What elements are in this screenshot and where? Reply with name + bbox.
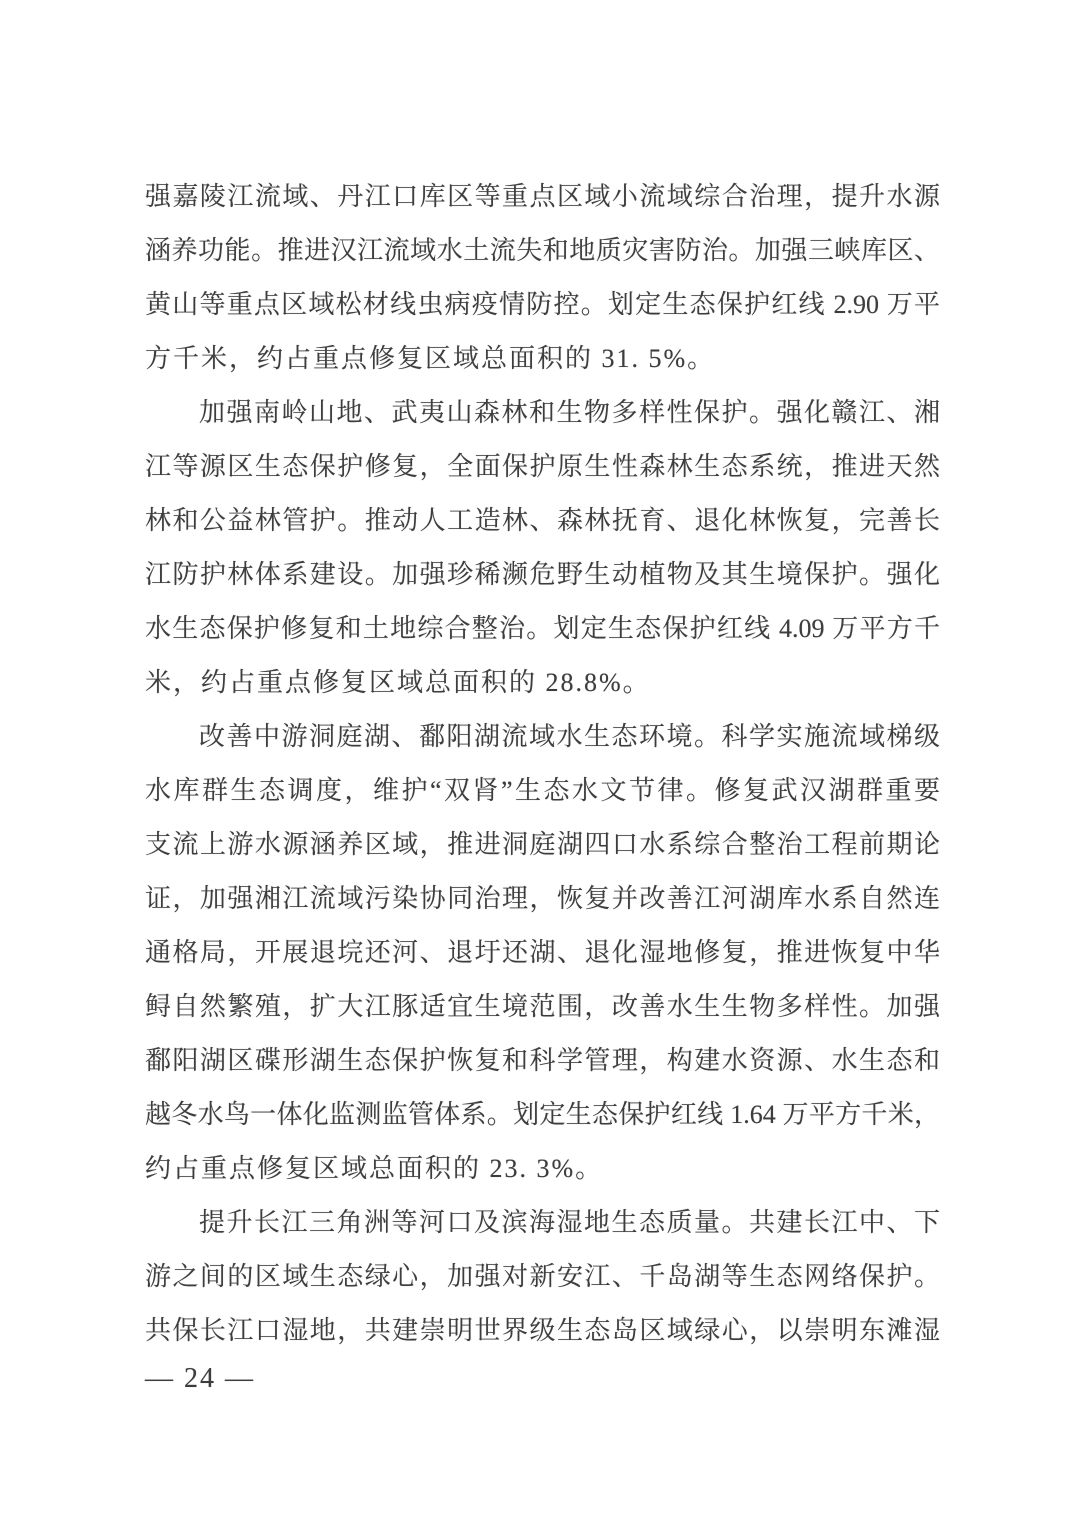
page-footer: [145, 1352, 255, 1406]
text-line: 涵养功能。推进汉江流域水土流失和地质灾害防治。加强三峡库区、: [145, 236, 940, 265]
text-line: 提升长江三角洲等河口及滨海湿地生态质量。共建长江中、下: [199, 1208, 940, 1237]
text-line: 强嘉陵江流域、丹江口库区等重点区域小流域综合治理，提升水源: [145, 182, 940, 211]
text-line: 江等源区生态保护修复，全面保护原生性森林生态系统，推进天然: [145, 452, 940, 481]
text-line: 游之间的区域生态绿心，加强对新安江、千岛湖等生态网络保护。: [145, 1262, 940, 1291]
page-number: — 24 —: [145, 1363, 255, 1394]
paragraph-3: [145, 710, 940, 1196]
text-line: 黄山等重点区域松材线虫病疫情防控。划定生态保护红线 2.90 万平: [145, 290, 940, 319]
text-line: 证，加强湘江流域污染协同治理，恢复并改善江河湖库水系自然连: [145, 884, 940, 913]
document-body: [145, 170, 940, 1358]
text-line: 支流上游水源涵养区域，推进洞庭湖四口水系综合整治工程前期论: [145, 830, 940, 859]
text-line: 约占重点修复区域总面积的 23. 3%。: [145, 1154, 604, 1183]
text-line: 方千米，约占重点修复区域总面积的 31. 5%。: [145, 344, 716, 373]
paragraph-2: [145, 386, 940, 710]
text-line: 林和公益林管护。推动人工造林、森林抚育、退化林恢复，完善长: [145, 506, 940, 535]
text-line: 越冬水鸟一体化监测监管体系。划定生态保护红线 1.64 万平方千米，: [145, 1100, 940, 1129]
paragraph-1: [145, 170, 940, 386]
text-line: 江防护林体系建设。加强珍稀濒危野生动植物及其生境保护。强化: [145, 560, 940, 589]
paragraph-4: [145, 1196, 940, 1358]
text-line: 通格局，开展退垸还河、退圩还湖、退化湿地修复，推进恢复中华: [145, 938, 940, 967]
text-line: 水生态保护修复和土地综合整治。划定生态保护红线 4.09 万平方千: [145, 614, 940, 643]
text-line: 米，约占重点修复区域总面积的 28.8%。: [145, 668, 651, 697]
text-line: 共保长江口湿地，共建崇明世界级生态岛区域绿心，以崇明东滩湿: [145, 1316, 940, 1345]
text-line: 鄱阳湖区碟形湖生态保护恢复和科学管理，构建水资源、水生态和: [145, 1046, 940, 1075]
text-line: 水库群生态调度，维护“双肾”生态水文节律。修复武汉湖群重要: [145, 776, 940, 805]
text-line: 改善中游洞庭湖、鄱阳湖流域水生态环境。科学实施流域梯级: [199, 722, 940, 751]
text-line: 加强南岭山地、武夷山森林和生物多样性保护。强化赣江、湘: [199, 398, 940, 427]
text-line: 鲟自然繁殖，扩大江豚适宜生境范围，改善水生生物多样性。加强: [145, 992, 940, 1021]
